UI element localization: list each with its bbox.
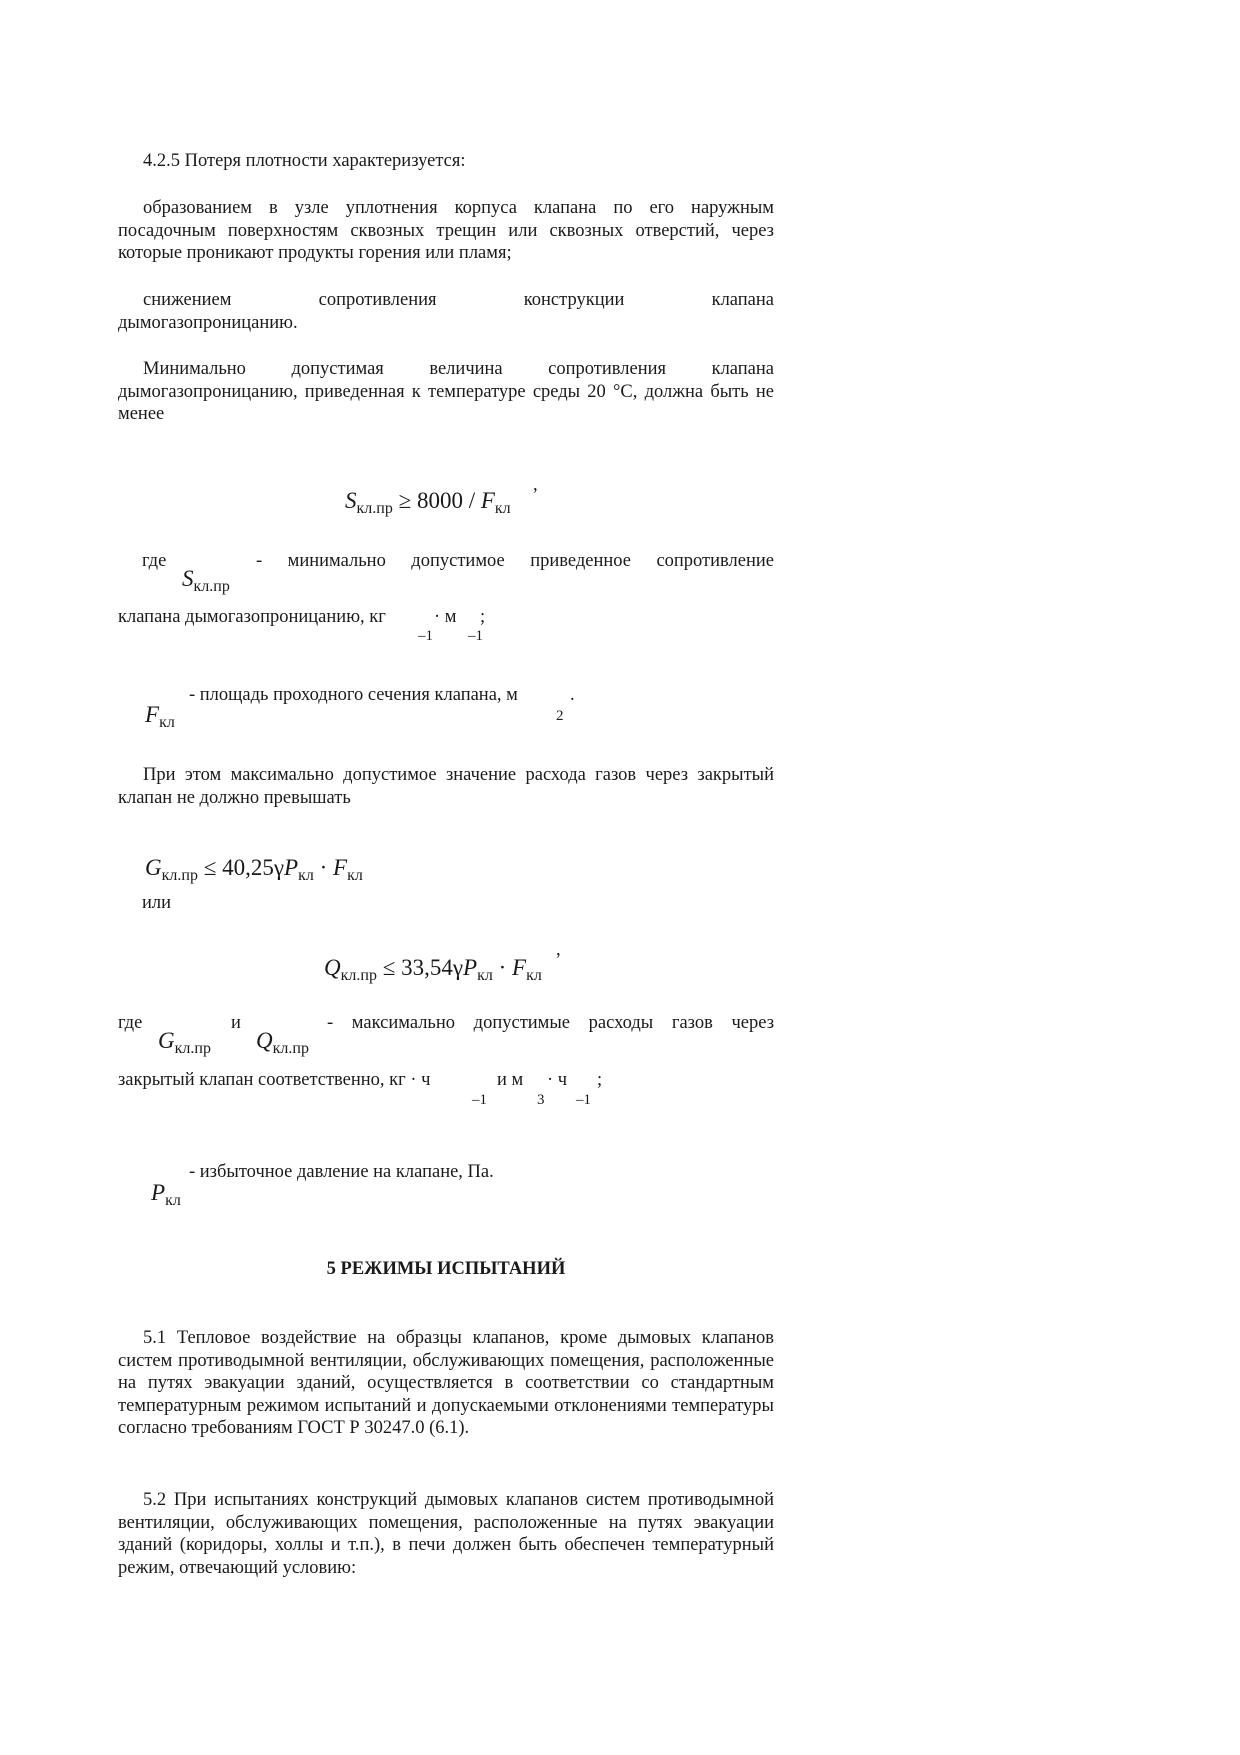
clause-5-2: 5.2 При испытаниях конструкций дымовых клапанов систем противодымной вентиляции, обслуживающих помещения, расположенные на путях эвакуации зданий (коридоры, холлы и т.п.), в печи должен быть обеспечен температурный режим, отвечающий условию: [118, 1490, 774, 1578]
exponent-minus1-kg: –1 [418, 628, 433, 644]
where-4-text: - избыточное давление на клапане, Па. [189, 1162, 494, 1182]
where-1-dot-m: · м [434, 607, 457, 627]
word-ili: или [142, 893, 172, 913]
exponent-minus1-h: –1 [472, 1092, 487, 1108]
where-3-and: и [231, 1013, 241, 1033]
paragraph-item-2-line2: дымогазопроницанию. [118, 313, 298, 333]
paragraph-item-1: образованием в узле уплотнения корпуса клапана по его наружным посадочным поверхностям сквозных трещин или сквозных отверстий, через которые проникают продукты горения или пламя; [118, 198, 774, 263]
clause-5-1: 5.1 Тепловое воздействие на образцы клапанов, кроме дымовых клапанов систем противодымной вентиляции, обслуживающих помещения, расположенные на путях эвакуации зданий, осуществляется в соответствии со стандартным температурным режимом испытаний и допускаемыми отклонениями температуры согласно требованиям ГОСТ Р 30247.0 (6.1). [118, 1328, 774, 1438]
formula-mass-flow: $G_{кл.пр} \le 40,25\gamma P_{кл} \cdot F_{кл}$ [145, 855, 363, 884]
section-5-heading: 5 РЕЖИМЫ ИСПЫТАНИЙ [326, 1259, 566, 1279]
where-1-line2: клапана дымогазопроницанию, кг [118, 607, 386, 627]
exponent-2: 2 [556, 708, 564, 724]
where-3-semicolon: ; [597, 1070, 603, 1090]
symbol-s-klpr: $S_{кл.пр}$ [182, 566, 230, 595]
where-1-text: - минимально допустимое приведенное сопротивление [256, 551, 774, 571]
formula-resistance: $S_{кл.пр} \ge 8000 / F_{кл}$ [345, 488, 511, 517]
clause-4-2-5-title: 4.2.5 Потеря плотности характеризуется: [143, 151, 466, 171]
exponent-minus1-m: –1 [468, 628, 483, 644]
where-1-gde: где [142, 551, 167, 571]
where-2-dot: . [570, 685, 575, 705]
formula-1-comma: , [533, 475, 538, 495]
exponent-3: 3 [537, 1092, 545, 1108]
symbol-p-kl: $P_{кл}$ [151, 1180, 181, 1209]
where-1-semicolon: ; [480, 607, 486, 627]
symbol-g-klpr: $G_{кл.пр}$ [158, 1028, 211, 1057]
exponent-minus1-h2: –1 [576, 1092, 591, 1108]
formula-volume-flow: $Q_{кл.пр} \le 33,54\gamma P_{кл} \cdot F_{кл}$ [324, 955, 542, 984]
formula-3-comma: , [556, 940, 561, 960]
where-2-text: - площадь проходного сечения клапана, м [189, 685, 518, 705]
paragraph-max-flow: При этом максимально допустимое значение расхода газов через закрытый клапан не должно превышать [118, 765, 774, 808]
where-3-gde: где [118, 1013, 143, 1033]
symbol-q-klpr: $Q_{кл.пр}$ [256, 1028, 309, 1057]
paragraph-item-2-line1: снижением сопротивления конструкции клапана [143, 290, 774, 310]
where-3-and-m: и м [497, 1070, 524, 1090]
where-3-text: - максимально допустимые расходы газов через [327, 1013, 774, 1033]
where-3-dot-h: · ч [547, 1070, 568, 1090]
paragraph-minimum-resistance: Минимально допустимая величина сопротивления клапана дымогазопроницанию, приведенная к температуре среды 20 °С, должна быть не менее [118, 359, 774, 424]
symbol-f-kl: $F_{кл}$ [145, 702, 175, 731]
where-3-line2: закрытый клапан соответственно, кг · ч [118, 1070, 431, 1090]
